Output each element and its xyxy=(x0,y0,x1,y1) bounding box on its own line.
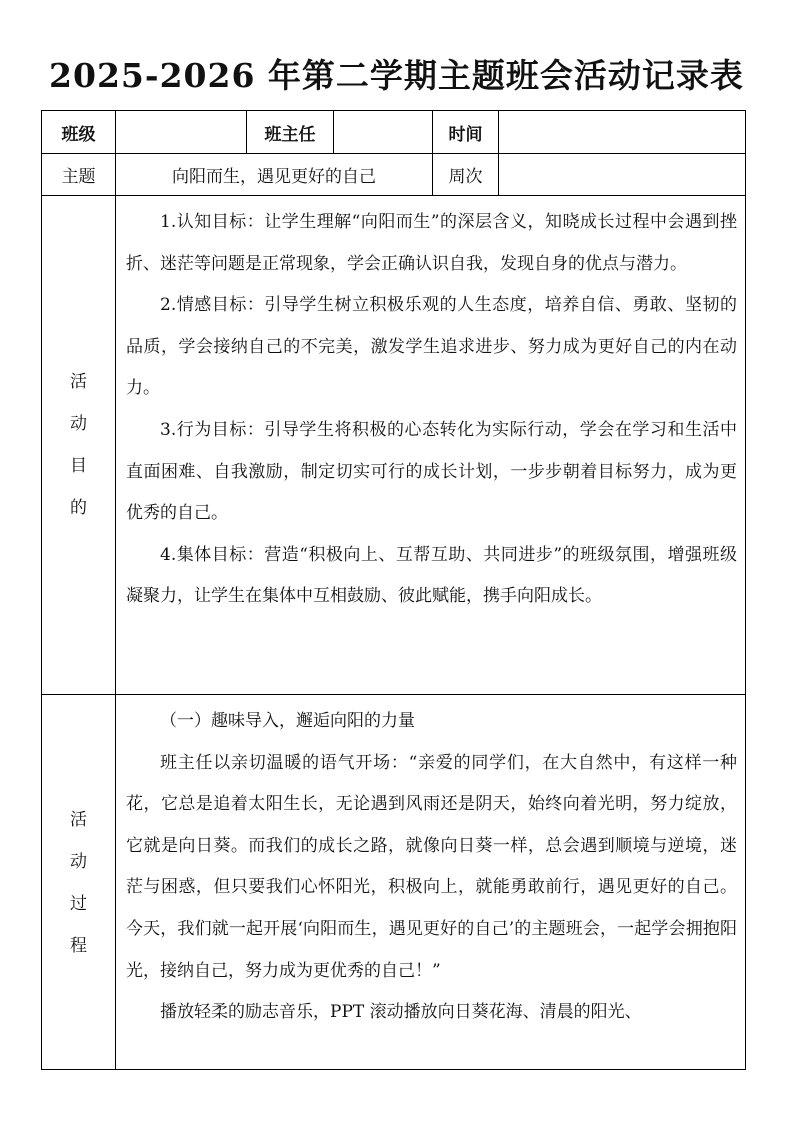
purpose-paragraph: 2.情感目标：引导学生树立积极乐观的人生态度，培养自信、勇敢、坚韧的品质，学会接纳自己的不完美，激发学生追求进步、努力成为更好自己的内在动力。 xyxy=(126,295,737,399)
teacher-value xyxy=(334,111,433,154)
theme-label: 主题 xyxy=(42,154,116,196)
purpose-row xyxy=(42,196,746,695)
process-paragraph: 班主任以亲切温暖的语气开场：“亲爱的同学们，在大自然中，有这样一种花，它总是追着太阳生长，无论遇到风雨还是阴天，始终向着光明，努力绽放，它就是向日葵。而我们的成长之路，就像向日葵一样，总会遇到顺境与逆境，迷茫与困惑，但只要我们心怀阳光，积极向上，就能勇敢前行，遇见更好的自己。今天，我们就一起开展‘向阳而生，遇见更好的自己’的主题班会，一起学会拥抱阳光，接纳自己，努力成为更优秀的自己！” xyxy=(126,752,737,981)
record-table xyxy=(41,110,746,1070)
page-title: 2025-2026 年第二学期主题班会活动记录表 xyxy=(49,56,744,95)
purpose-label xyxy=(42,196,116,695)
process-heading: （一）趣味导入，邂逅向阳的力量 xyxy=(160,711,415,731)
teacher-label: 班主任 xyxy=(247,111,334,154)
purpose-paragraph: 3.行为目标：引导学生将积极的心态转化为实际行动，学会在学习和生活中直面困难、自我激励，制定切实可行的成长计划，一步步朝着目标努力，成为更优秀的自己。 xyxy=(126,419,737,524)
process-label-char: 过 xyxy=(70,894,87,914)
process-row xyxy=(42,695,746,1070)
process-content xyxy=(116,695,746,1070)
class-value xyxy=(116,111,247,154)
purpose-label-char: 活 xyxy=(70,372,87,392)
theme-row xyxy=(42,154,746,196)
purpose-label-char: 的 xyxy=(70,498,87,518)
process-label xyxy=(42,695,116,1070)
class-label: 班级 xyxy=(42,111,116,154)
process-label-char: 活 xyxy=(70,810,87,830)
header-row xyxy=(42,111,746,154)
purpose-label-char: 动 xyxy=(70,414,87,434)
time-label: 时间 xyxy=(433,111,499,154)
process-label-char: 程 xyxy=(70,936,87,956)
purpose-content xyxy=(116,196,746,695)
process-label-char: 动 xyxy=(70,852,87,872)
time-value xyxy=(499,111,746,154)
purpose-label-char: 目 xyxy=(70,456,87,476)
purpose-paragraph: 4.集体目标：营造“积极向上、互帮互助、共同进步”的班级氛围，增强班级凝聚力，让学生在集体中互相鼓励、彼此赋能，携手向阳成长。 xyxy=(126,544,737,607)
week-label: 周次 xyxy=(433,154,499,196)
purpose-paragraph: 1.认知目标：让学生理解“向阳而生”的深层含义，知晓成长过程中会遇到挫折、迷茫等问题是正常现象，学会正确认识自我，发现自身的优点与潜力。 xyxy=(126,212,737,274)
process-paragraph: 播放轻柔的励志音乐，PPT 滚动播放向日葵花海、清晨的阳光、 xyxy=(160,1002,642,1023)
theme-value: 向阳而生，遇见更好的自己 xyxy=(116,154,433,196)
week-value xyxy=(499,154,746,196)
